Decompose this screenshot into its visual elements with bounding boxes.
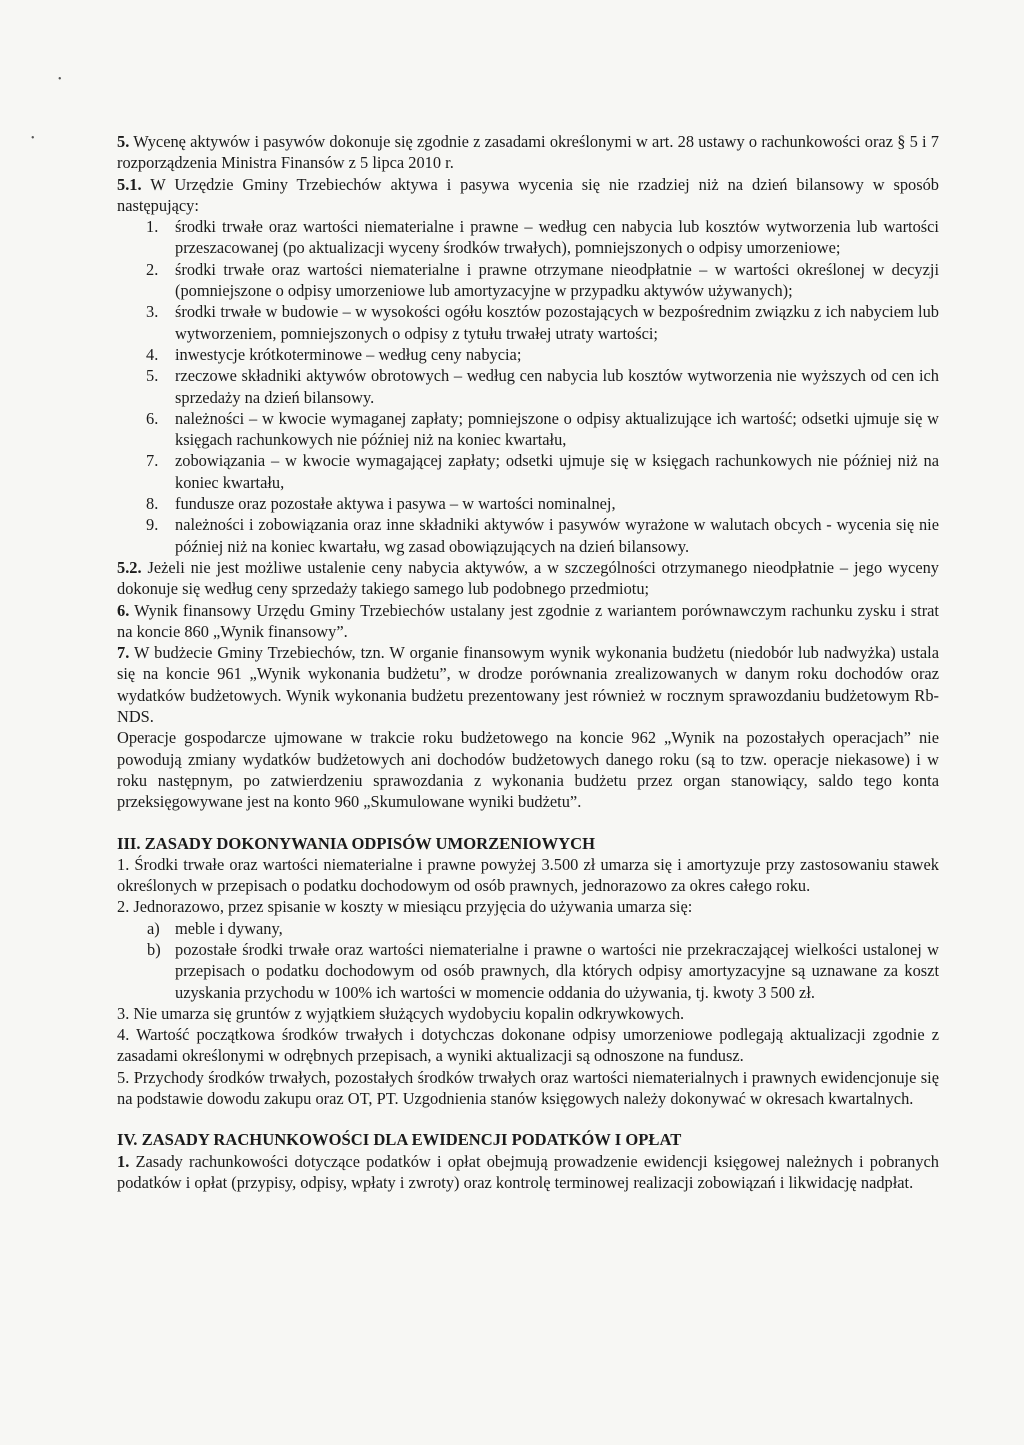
valuation-item: [117, 365, 939, 408]
valuation-item: [117, 450, 939, 493]
section-3-heading: III. ZASADY DOKONYWANIA ODPISÓW UMORZENIOWYCH: [117, 833, 596, 853]
section-4-heading: IV. ZASADY RACHUNKOWOŚCI DLA EWIDENCJI PODATKÓW I OPŁAT: [117, 1130, 682, 1150]
section-5-1: [117, 174, 939, 217]
section-6-number: 6.: [117, 600, 130, 620]
item-text: zobowiązania – w kwocie wymagającej zapłaty; odsetki ujmuje się w księgach rachunkowych nie później niż na koniec kwartału,: [175, 451, 939, 492]
section-7-paragraph: Operacje gospodarcze ujmowane w trakcie roku budżetowego na koncie 962 „Wynik na pozostałych operacjach” nie powodują zmiany wydatków budżetowych ani dochodów budżetowych danego roku (są to tzw. operacje niekasowe) i w roku następnym, po zatwierdzeniu sprawozdania z wykonania budżetu przez organ stanowiący, saldo tego konta przeksięgowywane jest na konto 960 „Skumulowane wyniki budżetu”.: [117, 728, 939, 812]
section-6: [117, 600, 939, 643]
item-number: 8.: [146, 494, 159, 514]
section-5-2: [117, 557, 939, 600]
item-text: rzeczowe składniki aktywów obrotowych – według cen nabycia lub kosztów wytworzenia nie wyższych od cen ich sprzedaży na dzień bilansowy.: [175, 366, 939, 407]
section-4-text: Zasady rachunkowości dotyczące podatków i opłat obejmują prowadzenie ewidencji księgowej należnych i pobranych podatków i opłat (przypisy, odpisy, wpłaty i zwroty) oraz kontrolę terminowej realizacji zobowiązań i likwidację nadpłat.: [117, 1151, 939, 1192]
item-text: fundusze oraz pozostałe aktywa i pasywa – w wartości nominalnej,: [175, 494, 616, 514]
section-6-text: Wynik finansowy Urzędu Gminy Trzebiechów ustalany jest zgodnie z wariantem porównawczym rachunku zysku i strat na koncie 860 „Wynik finansowy”.: [117, 600, 939, 641]
section-5-text: Wycenę aktywów i pasywów dokonuje się zgodnie z zasadami określonymi w art. 28 ustawy o rachunkowości oraz § 5 i 7 rozporządzenia Ministra Finansów z 5 lipca 2010 r.: [117, 132, 939, 173]
item-number: 4.: [146, 344, 159, 364]
write-off-item: [117, 939, 939, 1003]
section-7: [117, 642, 939, 727]
sub-item-text: pozostałe środki trwałe oraz wartości niematerialne i prawne o wartości nie przekraczającej wielkości ustalonej w przepisach o podatku dochodowym od osób prawnych, dla których odpisy amortyzacyjne są uznawane za koszt uzyskania przychodu w 100% ich wartości w momencie oddania do używania, tj. kwoty 3 500 zł.: [175, 939, 939, 1002]
spacer: [117, 1109, 939, 1129]
item-text: inwestycje krótkoterminowe – według ceny nabycia;: [175, 344, 522, 364]
item-number: 2.: [146, 259, 159, 279]
valuation-item: [117, 493, 939, 514]
item-number: 3.: [146, 302, 159, 322]
item-number: 6.: [146, 408, 159, 428]
section-5-2-text: Jeżeli nie jest możliwe ustalenie ceny nabycia aktywów, a w szczególności otrzymanego nieodpłatnie – jego wyceny dokonuje się według ceny sprzedaży takiego samego lub podobnego przedmiotu;: [117, 557, 939, 599]
sub-item-text: meble i dywany,: [175, 918, 283, 938]
section-5-number: 5.: [117, 132, 130, 151]
sub-item-letter: b): [147, 939, 161, 959]
valuation-item: [117, 344, 939, 365]
section-3-paragraph-1: 1. Środki trwałe oraz wartości niematerialne i prawne powyżej 3.500 zł umarza się i amortyzuje przy zastosowaniu stawek określonych w przepisach o podatku dochodowym od osób prawnych, jednorazowo za okres całego roku.: [117, 854, 939, 896]
item-text: należności i zobowiązania oraz inne składniki aktywów i pasywów wyrażone w walutach obcych - wycenia się nie później niż na koniec kwartału, wg zasad obowiązujących na dzień bilansowy.: [175, 515, 939, 556]
item-number: 9.: [146, 515, 159, 535]
item-text: środki trwałe oraz wartości niematerialne i prawne otrzymane nieodpłatnie – w wartości określonej w decyzji (pomniejszone o odpisy umorzeniowe lub amortyzacyjne w przypadku aktywów używanych);: [175, 259, 939, 301]
section-3-paragraph-4: 4. Wartość początkowa środków trwałych i dotychczas dokonane odpisy umorzeniowe podlegają aktualizacji zgodnie z zasadami określonymi w odrębnych przepisach, a wyniki aktualizacji są odnoszone na fundusz.: [117, 1025, 939, 1066]
valuation-item: [117, 259, 939, 302]
valuation-item: [117, 408, 939, 451]
valuation-item: [117, 301, 939, 344]
document-body: [117, 131, 939, 1193]
sub-item-letter: a): [147, 918, 160, 938]
spacer: [117, 813, 939, 833]
section-3-paragraph-3: 3. Nie umarza się gruntów z wyjątkiem służących wydobyciu kopalin odkrywkowych.: [117, 1003, 685, 1023]
scan-speck: •: [58, 74, 62, 85]
bullet-mark: •: [31, 133, 35, 144]
section-5-2-number: 5.2.: [117, 557, 142, 577]
valuation-item: [117, 514, 939, 557]
item-text: środki trwałe w budowie – w wysokości ogółu kosztów pozostających w bezpośrednim związku z ich nabyciem lub wytworzeniem, pomniejszonych o odpisy z tytułu trwałej utraty wartości;: [175, 302, 939, 343]
item-text: środki trwałe oraz wartości niematerialne i prawne – według cen nabycia lub kosztów wytworzenia lub wartości przeszacowanej (po aktualizacji wyceny środków trwałych), pomniejszonych o odpisy umorzeniowe;: [175, 217, 939, 258]
section-5-1-text: W Urzędzie Gminy Trzebiechów aktywa i pasywa wycenia się nie rzadziej niż na dzień bilansowy w sposób następujący:: [117, 174, 939, 215]
section-3-paragraph-5: 5. Przychody środków trwałych, pozostałych środków trwałych oraz wartości niematerialnych i prawnych ewidencjonuje się na podstawie dowodu zakupu oraz OT, PT. Uzgodnienia stanów księgowych należy dokonywać w okresach kwartalnych.: [117, 1067, 939, 1109]
item-text: należności – w kwocie wymaganej zapłaty; pomniejszone o odpisy aktualizujące ich wartość; odsetki ujmuje się w księgach rachunkowych nie później niż na koniec kwartału,: [175, 408, 939, 450]
write-off-item: [117, 918, 939, 939]
section-4-number: 1.: [117, 1151, 130, 1171]
section-5-1-number: 5.1.: [117, 174, 142, 194]
section-3-paragraph-2: 2. Jednorazowo, przez spisanie w koszty w miesiącu przyjęcia do używania umarza się:: [117, 897, 693, 917]
valuation-item: [117, 216, 939, 259]
section-7-number: 7.: [117, 643, 130, 663]
item-number: 7.: [146, 451, 159, 471]
item-number: 1.: [146, 217, 159, 237]
section-7-text: W budżecie Gminy Trzebiechów, tzn. W organie finansowym wynik wykonania budżetu (niedobór lub nadwyżka) ustala się na koncie 961 „Wynik wykonania budżetu”, w drodze porównania zrealizowanych w danym roku dochodów oraz wydatków budżetowych. Wynik wykonania budżetu prezentowany jest również w rocznym sprawozdaniu budżetowym Rb-NDS.: [117, 643, 939, 727]
item-number: 5.: [146, 366, 159, 386]
section-5: [117, 131, 939, 174]
section-4-paragraph-1: [117, 1151, 939, 1194]
